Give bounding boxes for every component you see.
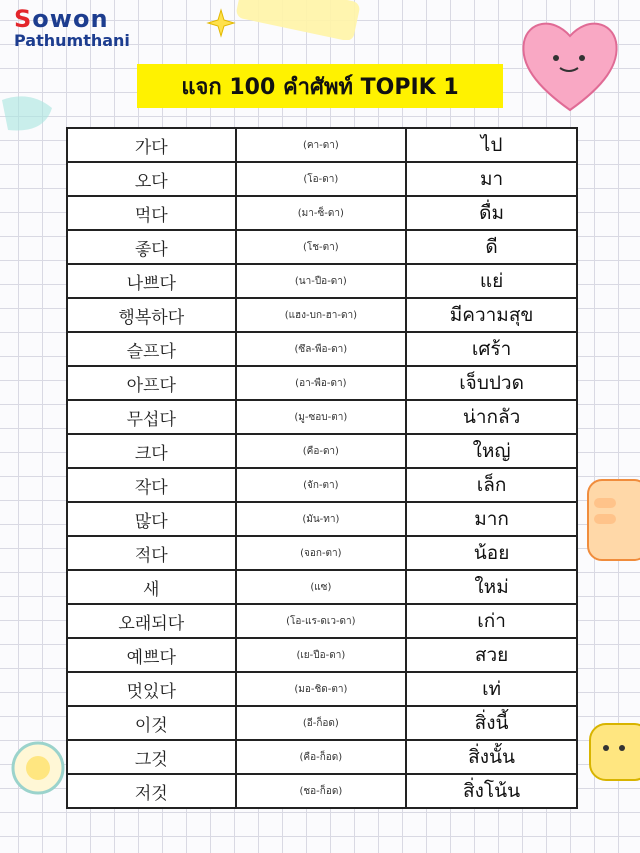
page-title: แจก 100 คำศัพท์ TOPIK 1 [137,64,503,108]
korean-word: 저것 [67,774,236,808]
pronunciation: (มอ-ชิด-ตา) [236,672,407,706]
table-row [67,298,577,332]
korean-word: 먹다 [67,196,236,230]
pronunciation: (อี-ก็อด) [236,706,407,740]
pronunciation: (ชอ-ก็อด) [236,774,407,808]
pronunciation: (จอก-ตา) [236,536,407,570]
korean-word: 가다 [67,128,236,162]
thai-meaning: ไป [406,128,577,162]
table-row [67,162,577,196]
pronunciation: (นา-ปือ-ดา) [236,264,407,298]
table-row [67,196,577,230]
heart-sticker-icon [516,10,624,120]
pink-blob-sticker-icon [0,90,60,144]
korean-word: 작다 [67,468,236,502]
korean-word: 좋다 [67,230,236,264]
vocabulary-table [66,127,578,809]
table-row [67,468,577,502]
thai-meaning: เล็ก [406,468,577,502]
table-row [67,604,577,638]
pronunciation: (อา-พือ-ดา) [236,366,407,400]
korean-word: 많다 [67,502,236,536]
pronunciation: (มัน-ทา) [236,502,407,536]
thai-meaning: ดื่ม [406,196,577,230]
pronunciation: (โช-ตา) [236,230,407,264]
thai-meaning: แย่ [406,264,577,298]
hand-sticker-icon [582,470,640,584]
thai-meaning: มา [406,162,577,196]
table-row [67,332,577,366]
thai-meaning: น้อย [406,536,577,570]
table-row [67,230,577,264]
table-row [67,536,577,570]
korean-word: 슬프다 [67,332,236,366]
logo-top: Sowon [14,5,109,33]
korean-word: 행복하다 [67,298,236,332]
thai-meaning: ใหญ่ [406,434,577,468]
korean-word: 적다 [67,536,236,570]
round-stamp-icon [10,740,66,800]
thai-meaning: สิ่งนี้ [406,706,577,740]
table-row [67,128,577,162]
korean-word: 이것 [67,706,236,740]
pronunciation: (มู-ซอบ-ตา) [236,400,407,434]
table-row [67,502,577,536]
logo-bottom: Pathumthani [14,31,130,50]
korean-word: 오다 [67,162,236,196]
table-row [67,434,577,468]
thai-meaning: ดี [406,230,577,264]
pronunciation: (แฮง-บก-ฮา-ดา) [236,298,407,332]
thai-meaning: น่ากลัว [406,400,577,434]
table-row [67,774,577,808]
table-row [67,672,577,706]
pronunciation: (คือ-ดา) [236,434,407,468]
thai-meaning: มาก [406,502,577,536]
table-row [67,570,577,604]
pronunciation: (มา-ซ็-ดา) [236,196,407,230]
korean-word: 무섭다 [67,400,236,434]
korean-word: 아프다 [67,366,236,400]
pronunciation: (คา-ดา) [236,128,407,162]
korean-word: 예쁘다 [67,638,236,672]
pronunciation: (โอ-ดา) [236,162,407,196]
table-row [67,638,577,672]
thai-meaning: เจ็บปวด [406,366,577,400]
thai-meaning: มีความสุข [406,298,577,332]
vocabulary-rows [67,128,577,808]
thai-meaning: ใหม่ [406,570,577,604]
table-row [67,264,577,298]
table-row [67,366,577,400]
pronunciation: (จัก-ตา) [236,468,407,502]
korean-word: 오래되다 [67,604,236,638]
thai-meaning: เก่า [406,604,577,638]
korean-word: 크다 [67,434,236,468]
logo [14,4,130,50]
yellow-tag-sticker-icon [232,0,362,44]
pronunciation: (แซ) [236,570,407,604]
table-row [67,400,577,434]
table-row [67,706,577,740]
pronunciation: (เย-ปือ-ดา) [236,638,407,672]
korean-word: 새 [67,570,236,604]
thai-meaning: สิ่งโน้น [406,774,577,808]
toast-sticker-icon [582,716,640,792]
thai-meaning: สิ่งนั้น [406,740,577,774]
korean-word: 멋있다 [67,672,236,706]
korean-word: 나쁘다 [67,264,236,298]
korean-word: 그것 [67,740,236,774]
table-row [67,740,577,774]
pronunciation: (คือ-ก็อด) [236,740,407,774]
pronunciation: (ซึล-พือ-ดา) [236,332,407,366]
thai-meaning: เศร้า [406,332,577,366]
thai-meaning: สวย [406,638,577,672]
thai-meaning: เท่ [406,672,577,706]
pronunciation: (โอ-แร-ดเว-ดา) [236,604,407,638]
